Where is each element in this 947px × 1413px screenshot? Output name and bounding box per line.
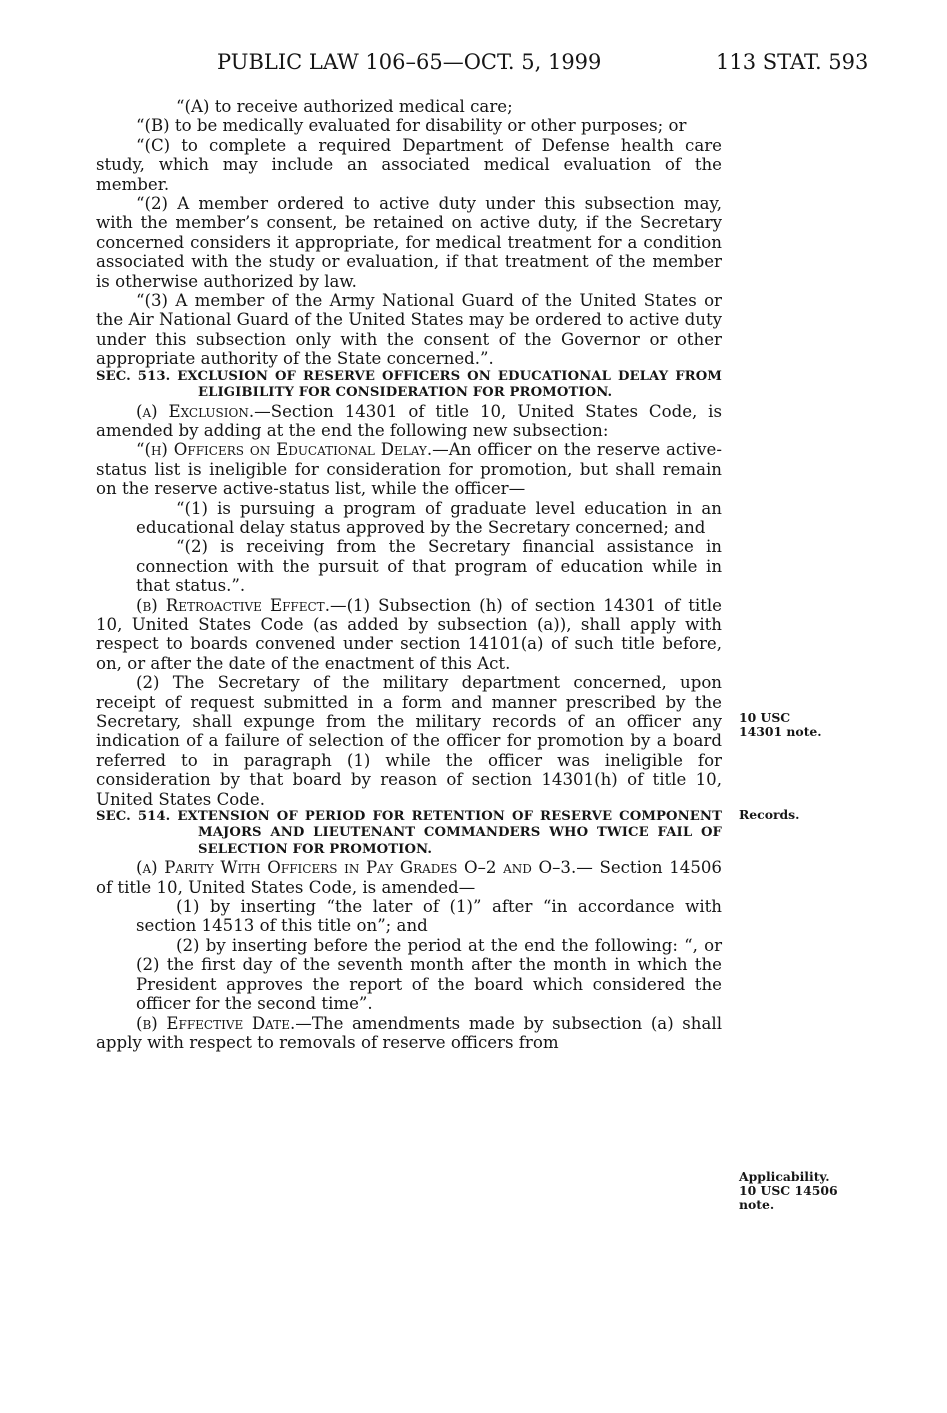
- margin-note-records: Records.: [739, 807, 800, 822]
- margin-note-10-usc-14301: 10 USC 14301 note.: [739, 710, 822, 739]
- subsection-b-effective-text: —The amendments made by subsection (a) shall apply with respect to removals of reserve officers from: [96, 1013, 722, 1052]
- paragraph-2-expunge-records: (2) The Secretary of the military department concerned, upon receipt of request submitted in a form and manner prescribed by the Secretary, shall expunge from the military records of an officer any indication of a failure of selection of the officer for promotion by a board referred to in paragraph (1) while the officer was ineligible for consideration by that board by reason of section 14301(h) of title 10, United States Code.: [96, 673, 722, 809]
- subsection-a-parity-text: — Section 14506 of title 10, United States Code, is amended—: [96, 858, 722, 897]
- subsection-a-parity: [96, 858, 722, 897]
- subsection-h-text: —An officer on the reserve active-status list is ineligible for consideration for promotion, but shall remain on the reserve active-status list, while the officer—: [96, 440, 722, 499]
- subsection-a-parity-label: (a) Parity With Officers in Pay Grades O–2 and O–3.: [136, 858, 577, 878]
- subsection-a-text: —Section 14301 of title 10, United States Code, is amended by adding at the end the following new subsection:: [96, 401, 723, 440]
- paragraph-2-financial-assistance: “(2) is receiving from the Secretary financial assistance in connection with the pursuit of that program of education while in that status.”.: [136, 537, 722, 596]
- running-header-page: 113 STAT. 593: [716, 50, 869, 74]
- subsection-h-label: “(h) Officers on Educational Delay.: [136, 440, 433, 460]
- subsection-b-text: —(1) Subsection (h) of section 14301 of title 10, United States Code (as added by subsection (a)), shall apply with respect to boards convened under section 14101(a) of such title before, on, or after the date of the enactment of this Act.: [96, 595, 722, 673]
- paragraph-1-graduate-education: “(1) is pursuing a program of graduate level education in an educational delay status approved by the Secretary concerned; and: [136, 498, 722, 537]
- subsection-b-label: (b) Retroactive Effect.: [136, 595, 330, 615]
- margin-note-applicability: Applicability. 10 USC 14506 note.: [739, 1169, 838, 1212]
- subsection-b-effective-label: (b) Effective Date.: [136, 1013, 296, 1033]
- paragraph-c-health-study: “(C) to complete a required Department of Defense health care study, which may include an associated medical evaluation of the member.: [96, 135, 722, 194]
- paragraph-2-retention: “(2) A member ordered to active duty under this subsection may, with the member’s consent, be retained on active duty, if the Secretary concerned considers it appropriate, for medical treatment for a condition associated with the study or evaluation, if that treatment of the member is otherwise authorized by law.: [96, 194, 722, 291]
- paragraph-3-national-guard: “(3) A member of the Army National Guard of the United States or the Air National Guard of the United States may be ordered to active duty under this subsection only with the consent of the Governor or other appropriate authority of the State concerned.”.: [96, 291, 722, 369]
- section-514-heading: SEC. 514. EXTENSION OF PERIOD FOR RETENTION OF RESERVE COMPONENT MAJORS AND LIEUTENANT COMMANDERS WHO TWICE FAIL OF SELECTION FOR PROMOTION.: [96, 809, 722, 857]
- paragraph-2-inserting-period: (2) by inserting before the period at the end the following: “, or (2) the first day of the seventh month after the month in which the President approves the report of the board which considered the officer for the second time”.: [136, 935, 722, 1014]
- running-header-title: PUBLIC LAW 106–65—OCT. 5, 1999: [217, 50, 602, 74]
- paragraph-a-medical-care: “(A) to receive authorized medical care;: [176, 97, 513, 116]
- section-513-heading: SEC. 513. EXCLUSION OF RESERVE OFFICERS ON EDUCATIONAL DELAY FROM ELIGIBILITY FOR CONSIDERATION FOR PROMOTION.: [96, 368, 722, 401]
- subsection-a-label: (a) Exclusion.: [136, 401, 255, 421]
- paragraph-1-inserting-later: (1) by inserting “the later of (1)” after “in accordance with section 14513 of this title on”; and: [136, 897, 722, 936]
- subsection-a-exclusion: [96, 402, 722, 441]
- subsection-h-educational-delay: [96, 440, 722, 498]
- paragraph-b-evaluation: “(B) to be medically evaluated for disability or other purposes; or: [136, 116, 687, 136]
- subsection-b-effective-date: [96, 1014, 722, 1053]
- document-body: [96, 97, 722, 1052]
- subsection-b-retroactive-effect: [96, 596, 722, 674]
